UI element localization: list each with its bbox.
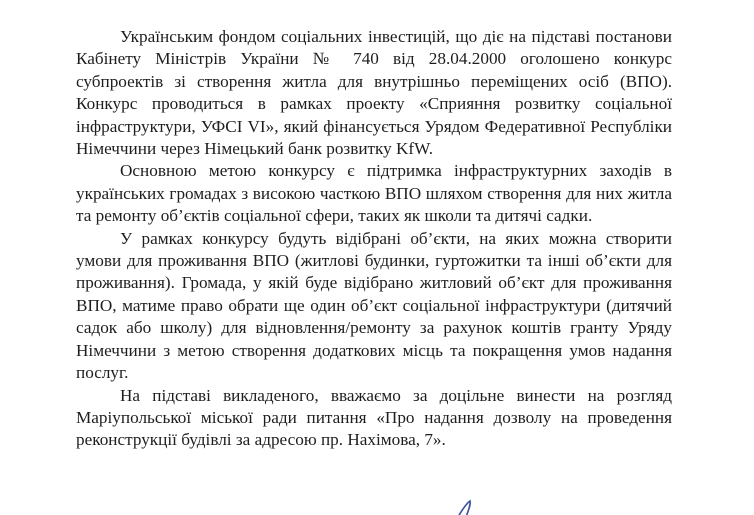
signature-stroke (440, 496, 500, 515)
paragraph-proposal: На підставі викладеного, вважаємо за доцільне винести на розгляд Маріупольської міської ради питання «Про надання дозволу на проведення реконструкції будівлі за адресою пр. Нахімова, 7». (76, 385, 672, 450)
paragraph-competition-announcement: Українським фондом соціальних інвестицій, що діє на підставі постанови Кабінету Міністрів України № 740 від 28.04.2000 оголошено конкурс субпроектів зі створення житла для внутрішньо переміщених осіб (ВПО). Конкурс проводиться в рамках проекту «Сприяння розвитку соціальної інфраструктури, УФСІ VI», який фінансується Урядом Федеративної Республіки Німеччини через Німецький банк розвитку KfW. (76, 27, 672, 159)
document-body (76, 26, 672, 452)
paragraph-selected-objects: У рамках конкурсу будуть відібрані об’єкти, на яких можна створити умови для проживання ВПО (житлові будинки, гуртожитки та інші об’єкти для проживання). Громада, у якій буде відібрано житловий об’єкт для проживання ВПО, матиме право обрати ще один об’єкт соціальної інфраструктури (дитячий садок або школу) для відновлення/ремонту за рахунок коштів гранту Уряду Німеччини з метою створення додаткових місць та покращення умов надання послуг. (76, 228, 672, 383)
paragraph-competition-goal: Основною метою конкурсу є підтримка інфраструктурних заходів в українських громадах з високою часткою ВПО шляхом створення для них житла та ремонту об’єктів соціальної сфери, таких як школи та дитячі садки. (76, 161, 672, 226)
